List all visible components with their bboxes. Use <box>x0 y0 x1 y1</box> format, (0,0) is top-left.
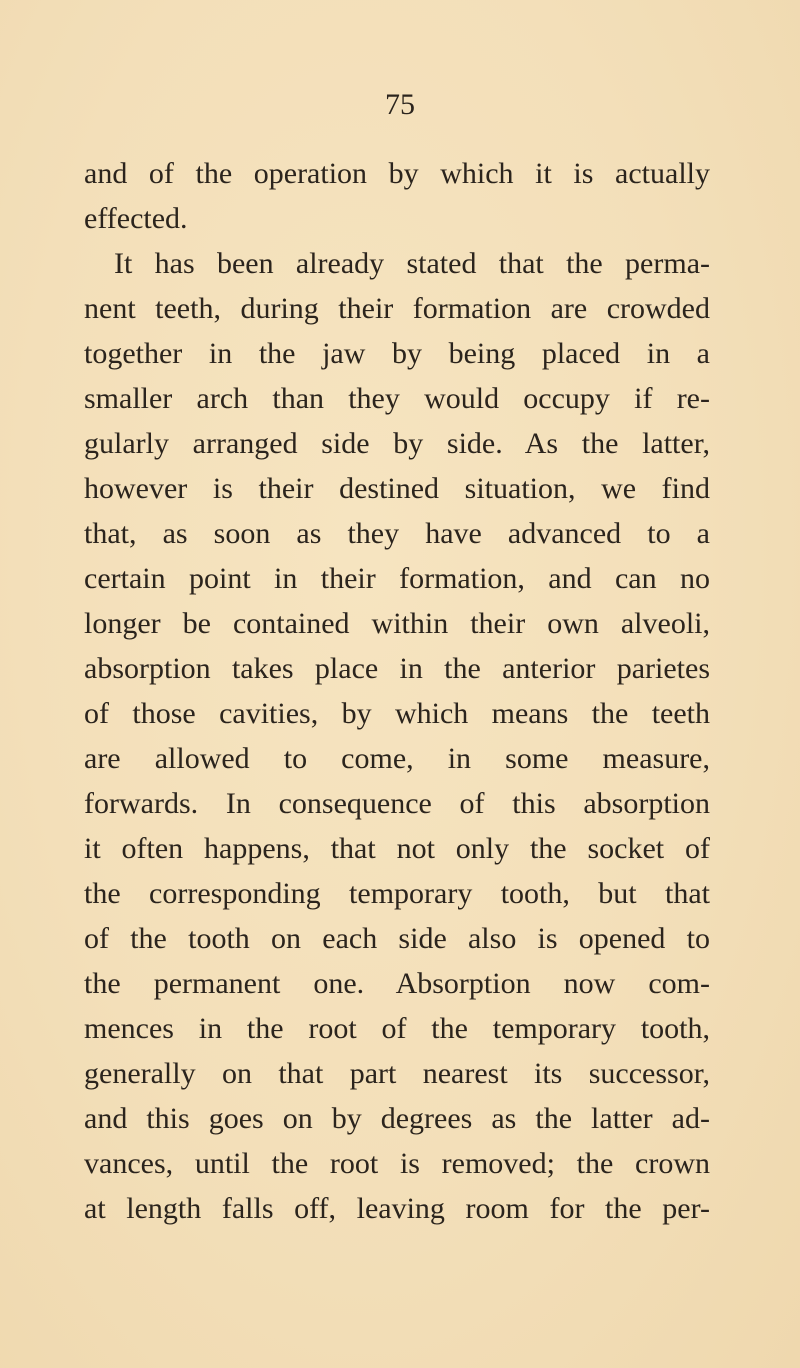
page-number: 75 <box>385 88 415 121</box>
text-line: absorption takes place in the anterior parietes <box>84 652 710 685</box>
text-line: are allowed to come, in some measure, <box>84 742 710 775</box>
text-line: smaller arch than they would occupy if re- <box>84 382 710 415</box>
text-line: the corresponding temporary tooth, but that <box>84 877 710 910</box>
text-line: effected. <box>84 202 188 235</box>
text-line: It has been already stated that the perma- <box>114 247 710 280</box>
text-line: of those cavities, by which means the teeth <box>84 697 710 730</box>
text-line: longer be contained within their own alveoli, <box>84 607 710 640</box>
text-line: gularly arranged side by side. As the latter, <box>84 427 710 460</box>
text-line: that, as soon as they have advanced to a <box>84 517 710 550</box>
text-line: mences in the root of the temporary tooth, <box>84 1012 710 1045</box>
text-line: the permanent one. Absorption now com- <box>84 967 710 1000</box>
body-text <box>84 151 710 1231</box>
text-line: at length falls off, leaving room for the per- <box>84 1192 710 1225</box>
text-line: forwards. In consequence of this absorption <box>84 787 710 820</box>
text-line: together in the jaw by being placed in a <box>84 337 710 370</box>
text-line: vances, until the root is removed; the crown <box>84 1147 710 1180</box>
text-line: however is their destined situation, we find <box>84 472 710 505</box>
text-line: generally on that part nearest its successor, <box>84 1057 710 1090</box>
text-line: and this goes on by degrees as the latter ad- <box>84 1102 710 1135</box>
text-line: nent teeth, during their formation are crowded <box>84 292 710 325</box>
text-line: it often happens, that not only the socket of <box>84 832 710 865</box>
text-line: of the tooth on each side also is opened to <box>84 922 710 955</box>
text-line: and of the operation by which it is actually <box>84 157 710 190</box>
text-line: certain point in their formation, and can no <box>84 562 710 595</box>
